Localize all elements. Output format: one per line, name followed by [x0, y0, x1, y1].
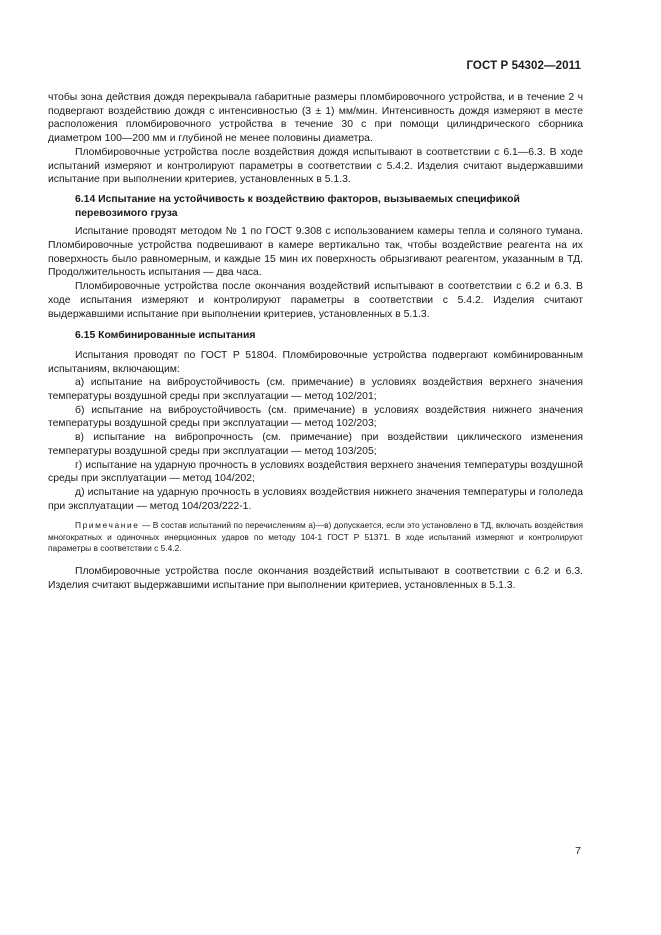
note-label: Примечание	[75, 520, 140, 531]
list-item-d: г) испытание на ударную прочность в условиях воздействия верхнего значения температуры воздушной среды при эксплуатации — метод 104/202;	[48, 459, 583, 485]
continuation-paragraph: чтобы зона действия дождя перекрывала габаритные размеры пломбировочного устройства, и в течение 2 ч подвергают воздействию дождя с интенсивностью (3 ± 1) мм/мин. Интенсивность дождя измеряют в месте расположения пломбировочного устройства в течение 30 с при помощи цилиндрического сборника диаметром 100—200 мм и глубиной не менее половины диаметра.	[48, 92, 583, 145]
note-text: — В состав испытаний по перечислениям а)—в) допускается, если это установлено в ТД, включать воздействия многократных и одиночных инерционных ударов по методу 104-1 ГОСТ Р 51371. В ходе испытаний измеряют и контролируют параметры в соответствии с 5.4.2.	[48, 520, 583, 553]
list-item-b: б) испытание на виброустойчивость (см. примечание) в условиях воздействия нижнего значения температуры воздушной среды при эксплуатации — метод 102/203;	[48, 404, 583, 430]
section-6-15-heading: 6.15 Комбинированные испытания	[75, 330, 256, 342]
list-item-a: а) испытание на виброустойчивость (см. примечание) в условиях воздействия верхнего значения температуры воздушной среды при эксплуатации — метод 102/201;	[48, 377, 583, 403]
section-6-15-intro: Испытания проводят по ГОСТ Р 51804. Пломбировочные устройства подвергают комбинированным испытаниям, включающим:	[48, 349, 583, 375]
section-6-14-paragraph-1: Испытание проводят методом № 1 по ГОСТ 9.308 с использованием камеры тепла и соляного тумана. Пломбировочные устройства подвешивают в камере вертикально так, чтобы воздействие реагента на их поверхность было равномерным, и каждые 15 мин их поверхность обрызгивают реагентом, указанным в ТД. Продолжительность испытания — два часа.	[48, 226, 583, 279]
page-body	[48, 91, 583, 592]
list-item-c: в) испытание на вибропрочность (см. примечание) при воздействии циклического изменения температуры воздушной среды при эксплуатации — метод 103/205;	[48, 432, 583, 457]
rain-test-result-paragraph: Пломбировочные устройства после воздействия дождя испытывают в соответствии с 6.1—6.3. В ходе испытаний измеряют и контролируют параметры в соответствии с 5.4.2. Изделия считают выдержавшими испытание при выполнении критериев, установленных в 5.1.3.	[48, 146, 583, 186]
note-paragraph	[48, 520, 583, 554]
section-6-14-heading: 6.14 Испытание на устойчивость к воздействию факторов, вызываемых спецификой перевозимого груза	[75, 193, 520, 219]
page-number: 7	[575, 845, 581, 857]
list-item-e: д) испытание на ударную прочность в условиях воздействия нижнего значения температуры и гололеда при эксплуатации — метод 104/203/222-1.	[48, 486, 583, 512]
section-6-15-final-paragraph: Пломбировочные устройства после окончания воздействий испытывают в соответствии с 6.2 и 6.3. Изделия считают выдержавшими испытание при выполнении критериев, установленных в 5.1.3.	[48, 566, 583, 591]
section-6-14-paragraph-2: Пломбировочные устройства после окончания воздействий испытывают в соответствии с 6.2 и 6.3. В ходе испытания измеряют и контролируют параметры в соответствии с 5.4.2. Изделия считают выдержавшими испытание при выполнении критериев, установленных в 5.1.3.	[48, 281, 583, 320]
document-code: ГОСТ Р 54302—2011	[466, 60, 581, 72]
